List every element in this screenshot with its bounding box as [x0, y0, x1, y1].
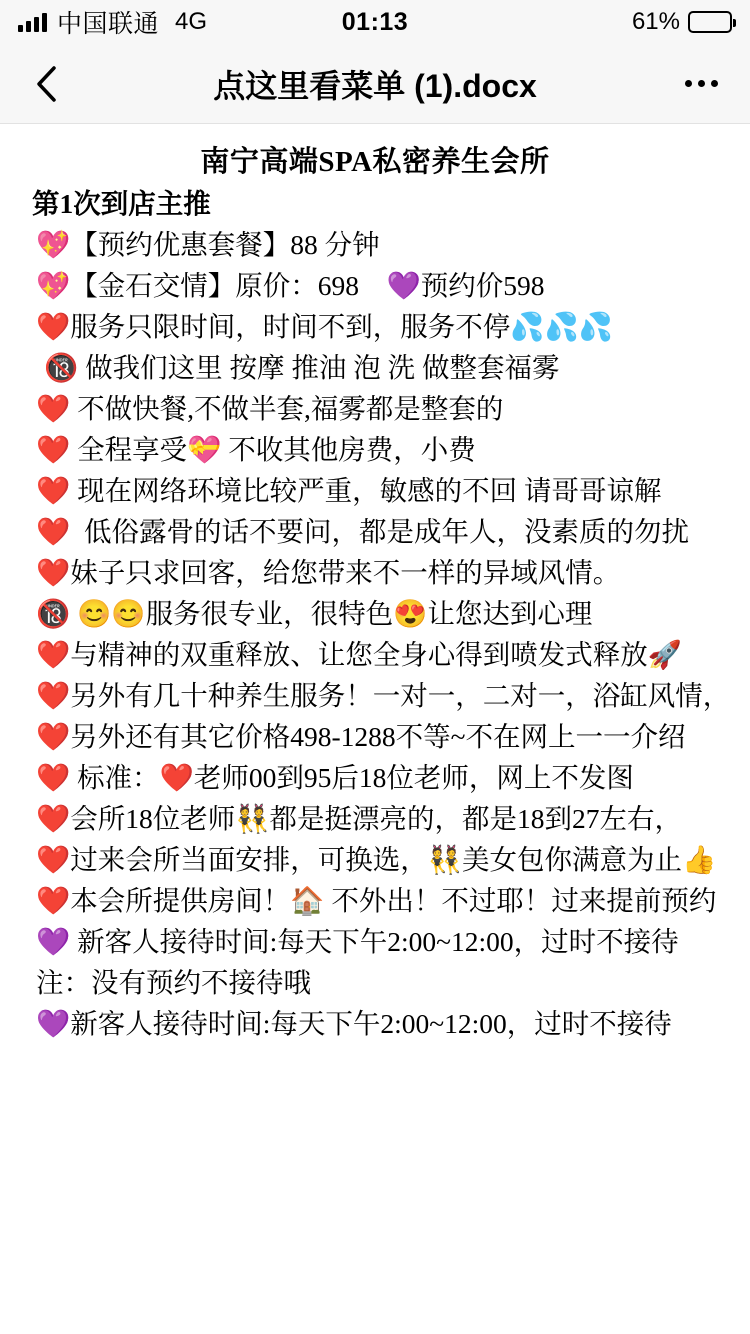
document-line: ❤️过来会所当面安排，可换选，👯美女包你满意为止👍: [36, 844, 717, 875]
document-line: ❤️另外还有其它价格498-1288不等~不在网上一一介绍: [36, 721, 686, 752]
status-bar-left: [18, 4, 207, 40]
document-line: 注：没有预约不接待哦: [36, 967, 311, 998]
document-line: 💜 新客人接待时间:每天下午2:00~12:00，过时不接待: [36, 926, 679, 957]
document-line: 💜新客人接待时间:每天下午2:00~12:00，过时不接待: [36, 1008, 672, 1039]
document-line: 🔞 做我们这里 按摩 推油 泡 洗 做整套福雾: [44, 352, 560, 383]
status-bar: [0, 0, 750, 44]
document-line: 💖【预约优惠套餐】88 分钟: [36, 229, 380, 260]
status-bar-right: [632, 8, 732, 36]
document-lines: [14, 142, 736, 1044]
document-line: ❤️妹子只求回客，给您带来不一样的异域风情。: [36, 557, 621, 588]
network-type-label: 4G: [175, 8, 208, 35]
document-line: 第1次到店主推: [32, 188, 211, 219]
document-line: ❤️ 不做快餐,不做半套,福雾都是整套的: [36, 393, 504, 424]
document-line: 💖【金石交情】原价：698 💜预约价598: [36, 270, 545, 301]
document-line: ❤️ 标准：❤️老师00到95后18位老师，网上不发图: [36, 762, 634, 793]
document-line: ❤️ 现在网络环境比较严重，敏感的不回 请哥哥谅解: [36, 475, 662, 506]
carrier-label: 中国联通: [57, 10, 160, 38]
document-line: ❤️服务只限时间，时间不到，服务不停💦💦💦: [36, 311, 613, 342]
document-line: 南宁高端SPA私密养生会所: [200, 146, 550, 178]
chevron-left-icon[interactable]: [24, 62, 68, 106]
document-line: ❤️ 低俗露骨的话不要问，都是成年人，没素质的勿扰: [36, 516, 689, 547]
battery-icon: [688, 11, 732, 33]
document-line: ❤️与精神的双重释放、让您全身心得到喷发式释放🚀: [36, 639, 682, 670]
battery-percent-label: 61%: [631, 8, 680, 35]
document-line: ❤️ 全程享受💝 不收其他房费，小费: [36, 434, 476, 465]
page-title: 点这里看菜单 (1).docx: [213, 67, 537, 104]
document-line: ❤️会所18位老师👯都是挺漂亮的，都是18到27左右，: [36, 803, 682, 834]
cellular-signal-icon: [18, 12, 47, 32]
document-line: 🔞 😊😊服务很专业，很特色😍让您达到心理: [36, 598, 593, 629]
document-line: ❤️另外有几十种养生服务！一对一，二对一，浴缸风情，: [36, 680, 731, 711]
status-bar-clock: 01:13: [341, 7, 409, 36]
document-content[interactable]: [0, 124, 750, 1333]
document-line: ❤️本会所提供房间！🏠 不外出！不过耶！过来提前预约: [36, 885, 717, 916]
navigation-bar: [0, 44, 750, 124]
more-dots-icon[interactable]: [676, 62, 726, 106]
